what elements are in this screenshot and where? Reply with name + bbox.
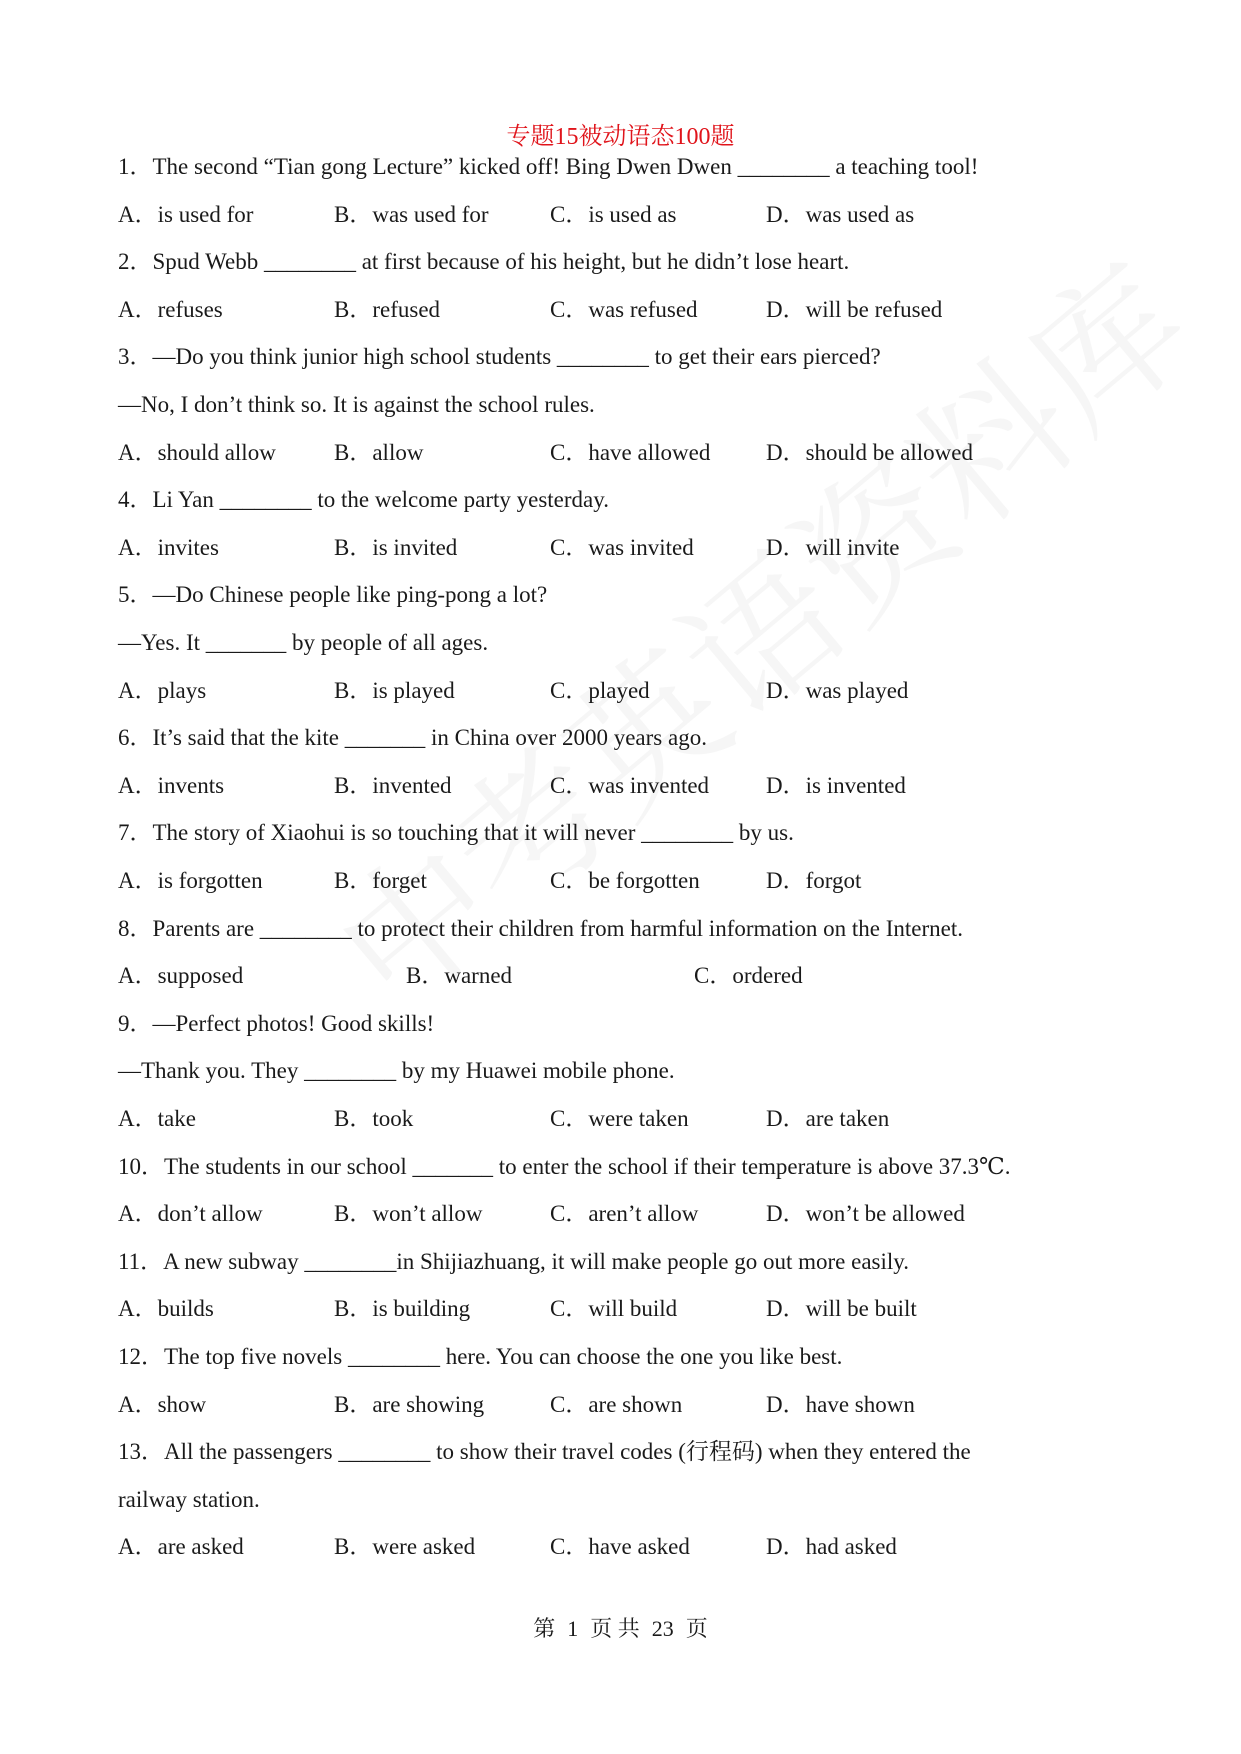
question-3-option-C: C．have allowed — [550, 439, 711, 465]
question-9-text: 9．—Perfect photos! Good skills! — [118, 1010, 435, 1036]
question-3-option-B: B．allow — [334, 439, 424, 465]
question-8-text: 8．Parents are ________ to protect their children from harmful information on the Internet. — [118, 915, 964, 941]
footer-prefix: 第 — [533, 1616, 556, 1641]
question-1-option-B: B．was used for — [334, 201, 489, 227]
question-13-text: railway station. — [118, 1486, 260, 1512]
question-3-text: 3．—Do you think junior high school students ________ to get their ears pierced? — [118, 344, 881, 370]
footer-total-pages: 23 — [651, 1616, 674, 1641]
question-5-option-C: C．played — [550, 677, 650, 703]
question-7-option-D: D．forgot — [766, 868, 862, 893]
question-7-text: 7．The story of Xiaohui is so touching that it will never ________ by us. — [118, 820, 794, 846]
question-5-text: —Yes. It _______ by people of all ages. — [118, 630, 489, 655]
question-9-text: —Thank you. They ________ by my Huawei mobile phone. — [118, 1058, 675, 1084]
question-5-option-D: D．was played — [766, 677, 909, 703]
question-3-option-A: A．should allow — [118, 439, 276, 465]
question-12-option-A: A．show — [118, 1391, 207, 1417]
question-1-option-C: C．is used as — [550, 201, 677, 227]
question-13-option-C: C．have asked — [550, 1534, 690, 1560]
question-6-option-B: B．invented — [334, 772, 452, 798]
question-5-option-A: A．plays — [118, 677, 207, 703]
question-4-option-A: A．invites — [118, 534, 219, 560]
question-3-text: —No, I don’t think so. It is against the school rules. — [118, 392, 595, 417]
question-12-option-D: D．have shown — [766, 1391, 915, 1417]
question-12-option-C: C．are shown — [550, 1391, 683, 1417]
question-2-option-A: A．refuses — [118, 296, 223, 322]
question-12-option-B: B．are showing — [334, 1391, 485, 1417]
question-10-option-B: B．won’t allow — [334, 1201, 483, 1227]
question-2-option-C: C．was refused — [550, 296, 698, 322]
question-10-text: 10．The students in our school _______ to enter the school if their temperature is above 37.3℃. — [118, 1153, 1011, 1179]
page-footer — [0, 1612, 1241, 1643]
question-2-option-B: B．refused — [334, 296, 441, 322]
footer-page-number: 1 — [567, 1616, 579, 1641]
question-11-option-C: C．will build — [550, 1296, 678, 1322]
question-8-option-B: B．warned — [406, 963, 513, 989]
question-4-option-B: B．is invited — [334, 534, 458, 560]
question-5-option-B: B．is played — [334, 677, 455, 703]
question-13-option-B: B．were asked — [334, 1534, 476, 1560]
question-11-text: 11．A new subway ________in Shijiazhuang, it will make people go out more easily. — [118, 1248, 910, 1274]
question-10-option-A: A．don’t allow — [118, 1201, 263, 1227]
question-11-option-D: D．will be built — [766, 1296, 917, 1322]
question-2-option-D: D．will be refused — [766, 296, 943, 322]
question-9-option-B: B．took — [334, 1106, 414, 1131]
question-7-option-A: A．is forgotten — [118, 868, 263, 893]
question-7-option-B: B．forget — [334, 868, 427, 893]
question-5-text: 5．—Do Chinese people like ping-pong a lot? — [118, 582, 548, 608]
question-9-option-C: C．were taken — [550, 1106, 689, 1131]
question-4-option-D: D．will invite — [766, 534, 900, 560]
question-13-option-A: A．are asked — [118, 1534, 244, 1560]
question-6-text: 6．It’s said that the kite _______ in China over 2000 years ago. — [118, 725, 707, 751]
question-12-text: 12．The top five novels ________ here. You can choose the one you like best. — [118, 1344, 843, 1369]
question-1-text: 1．The second “Tian gong Lecture” kicked off! Bing Dwen Dwen ________ a teaching tool! — [118, 154, 979, 179]
question-13-option-D: D．had asked — [766, 1534, 897, 1560]
question-6-option-D: D．is invented — [766, 772, 906, 798]
page-title: 专题15被动语态100题 — [506, 124, 735, 150]
question-8-option-A: A．supposed — [118, 963, 244, 989]
question-11-option-B: B．is building — [334, 1296, 471, 1322]
question-4-text: 4．Li Yan ________ to the welcome party yesterday. — [118, 487, 609, 513]
question-10-option-D: D．won’t be allowed — [766, 1201, 965, 1227]
question-6-option-C: C．was invented — [550, 772, 710, 798]
question-9-option-D: D．are taken — [766, 1106, 890, 1131]
question-13-text: 13．All the passengers ________ to show their travel codes (行程码) when they entered the — [118, 1439, 971, 1465]
question-3-option-D: D．should be allowed — [766, 439, 973, 465]
question-6-option-A: A．invents — [118, 772, 225, 798]
question-9-option-A: A．take — [118, 1106, 196, 1131]
question-1-option-A: A．is used for — [118, 201, 254, 227]
question-4-option-C: C．was invited — [550, 534, 694, 560]
question-11-option-A: A．builds — [118, 1296, 214, 1322]
question-2-text: 2．Spud Webb ________ at first because of his height, but he didn’t lose heart. — [118, 249, 850, 275]
question-7-option-C: C．be forgotten — [550, 868, 700, 893]
footer-suffix: 页 — [685, 1616, 708, 1641]
footer-middle: 页 共 — [590, 1616, 640, 1641]
question-8-option-C: C．ordered — [694, 963, 803, 989]
question-10-option-C: C．aren’t allow — [550, 1201, 699, 1227]
question-1-option-D: D．was used as — [766, 201, 915, 227]
